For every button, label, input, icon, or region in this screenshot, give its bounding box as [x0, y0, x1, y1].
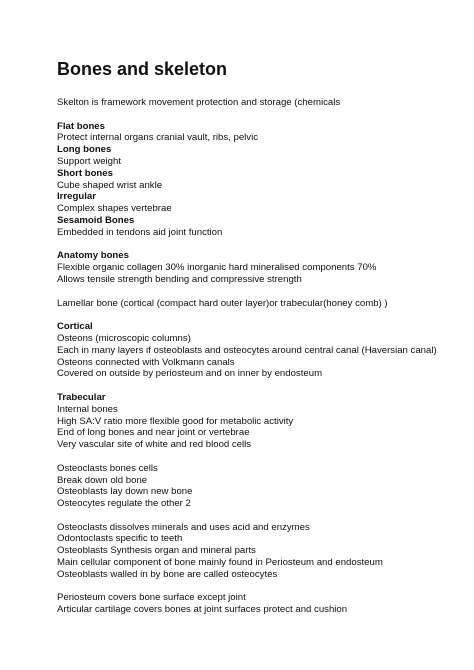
lamellar-text: Lamellar bone (cortical (compact hard outer layer)or trabecular(honey comb) ) [57, 297, 388, 309]
anatomy-line: Allows tensile strength bending and compressive strength [57, 273, 302, 285]
section-heading-flat-bones: Flat bones [57, 120, 105, 132]
section-heading-irregular: Irregular [57, 191, 96, 203]
page-title: Bones and skeleton [57, 59, 228, 79]
section-text-short-bones: Cube shaped wrist ankle [57, 179, 163, 191]
section-heading-anatomy: Anatomy bones [57, 250, 129, 262]
trabecular-line: End of long bones and near joint or vertebrae [57, 427, 250, 439]
cortical-line: Each in many layers if osteoblasts and osteocytes around central canal (Haversian canal) [57, 344, 437, 356]
cortical-line: Covered on outside by periosteum and on inner by endosteum [57, 368, 323, 380]
document-body [57, 97, 457, 616]
section-heading-trabecular: Trabecular [57, 391, 106, 403]
functions-line: Osteoblasts Synthesis organ and mineral parts [57, 545, 256, 557]
spacer [57, 239, 457, 251]
section-text-long-bones: Support weight [57, 155, 121, 167]
functions-line: Osteoclasts dissolves minerals and uses acid and enzymes [57, 521, 310, 533]
anatomy-line: Flexible organic collagen 30% inorganic hard mineralised components 70% [57, 262, 377, 274]
spacer [57, 380, 457, 392]
intro-text: Skelton is framework movement protection and storage (chemicals [57, 97, 341, 108]
periosteum-line: Articular cartilage covers bones at joint surfaces protect and cushion [57, 604, 348, 616]
section-heading-sesamoid-bones: Sesamoid Bones [57, 214, 135, 226]
section-heading-short-bones: Short bones [57, 167, 113, 179]
section-text-irregular: Complex shapes vertebrae [57, 203, 172, 215]
trabecular-line: High SA:V ratio more flexible good for metabolic activity [57, 415, 294, 427]
cells-line: Osteocytes regulate the other 2 [57, 498, 191, 510]
functions-line: Main cellular component of bone mainly found in Periosteum and endosteum [57, 557, 383, 569]
spacer [57, 451, 457, 463]
functions-line: Odontoclasts specific to teeth [57, 533, 183, 545]
cells-line: Break down old bone [57, 474, 148, 486]
periosteum-line: Periosteum covers bone surface except joint [57, 592, 246, 604]
spacer [57, 510, 457, 522]
cells-line: Osteoblasts lay down new bone [57, 486, 193, 498]
spacer [57, 581, 457, 593]
section-heading-long-bones: Long bones [57, 144, 112, 156]
section-heading-cortical: Cortical [57, 321, 93, 333]
section-text-sesamoid-bones: Embedded in tendons aid joint function [57, 226, 223, 238]
functions-line: Osteoblasts walled in by bone are called osteocytes [57, 568, 278, 580]
cortical-line: Osteons connected with Volkmann canals [57, 356, 235, 368]
trabecular-line: Very vascular site of white and red blood cells [57, 439, 252, 451]
spacer [57, 309, 457, 321]
section-text-flat-bones: Protect internal organs cranial vault, ribs, pelvic [57, 132, 259, 144]
cortical-line: Osteons (microscopic columns) [57, 332, 191, 344]
spacer [57, 109, 457, 121]
trabecular-line: Internal bones [57, 403, 118, 415]
spacer [57, 286, 457, 298]
cells-line: Osteoclasts bones cells [57, 462, 158, 474]
